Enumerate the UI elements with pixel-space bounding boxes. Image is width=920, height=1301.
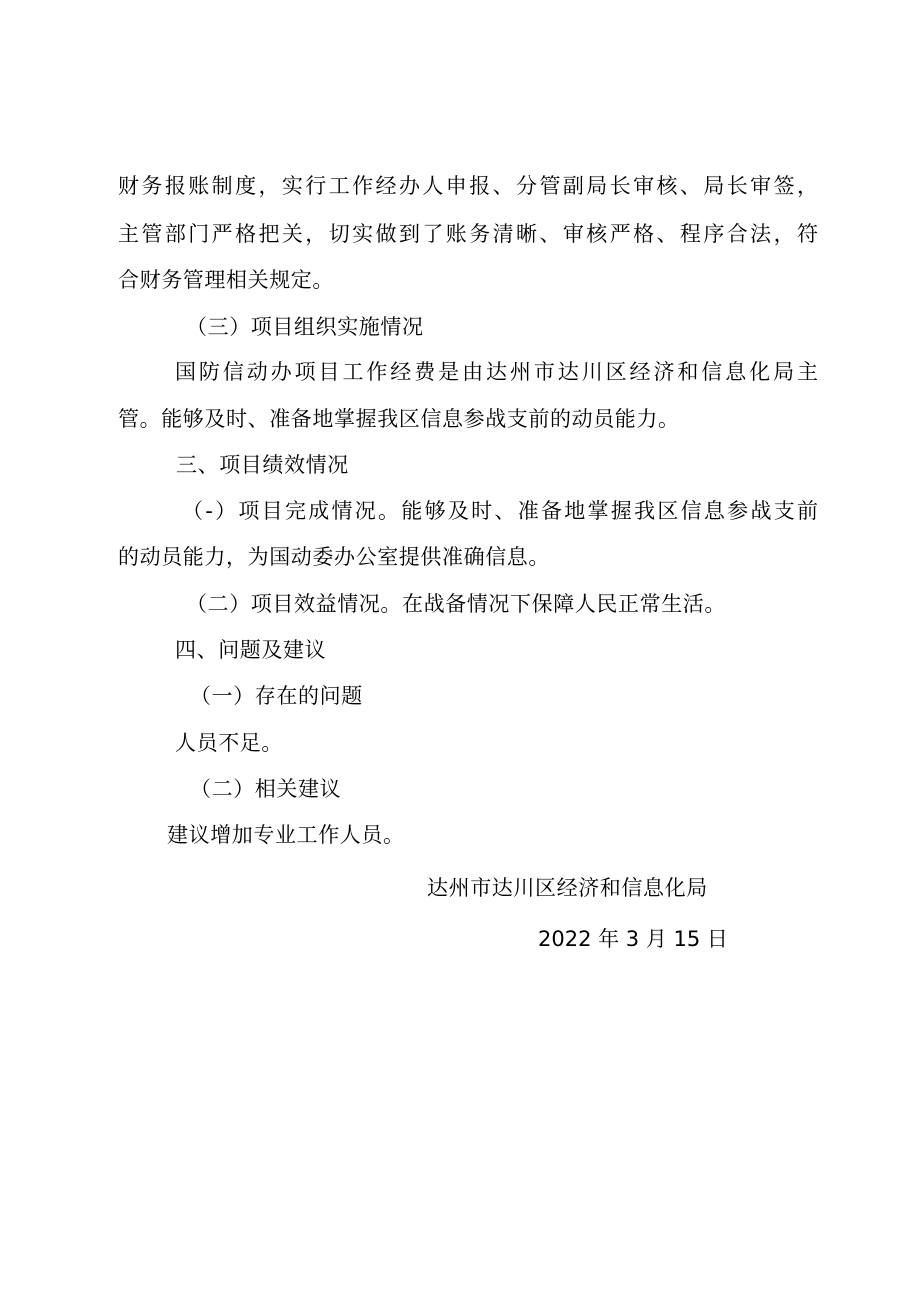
paragraph-1-line-2: 主管部门严格把关，切实做到了账务清晰、审核严格、程序合法，符 [118, 222, 818, 246]
paragraph-2-line-2: 管。能够及时、准备地掌握我区信息参战支前的动员能力。 [118, 407, 680, 431]
subheading-existing-problems: （一）存在的问题 [190, 684, 363, 708]
paragraph-3-line-2: 的动员能力，为国动委办公室提供准确信息。 [118, 545, 550, 569]
paragraph-4: （二）项目效益情况。在战备情况下保障人民正常生活。 [186, 592, 726, 616]
existing-problems-text: 人员不足。 [175, 731, 283, 755]
heading-performance: 三、项目绩效情况 [176, 453, 349, 477]
suggestions-text: 建议增加专业工作人员。 [167, 823, 405, 847]
paragraph-1-line-1: 财务报账制度，实行工作经办人申报、分管副局长审核、局长审签， [118, 174, 818, 198]
paragraph-3-line-1: （-）项目完成情况。能够及时、准备地掌握我区信息参战支前 [182, 499, 818, 523]
paragraph-2-line-1: 国防信动办项目工作经费是由达州市达川区经济和信息化局主 [175, 360, 818, 384]
heading-problems: 四、问题及建议 [175, 638, 327, 662]
signature-date: 2022 年 3 月 15 日 [538, 927, 728, 951]
paragraph-1-line-3: 合财务管理相关规定。 [118, 268, 334, 292]
subheading-suggestions: （二）相关建议 [190, 777, 342, 801]
heading-project-implementation: （三）项目组织实施情况 [186, 315, 424, 339]
signature-organization: 达州市达川区经济和信息化局 [427, 876, 708, 900]
